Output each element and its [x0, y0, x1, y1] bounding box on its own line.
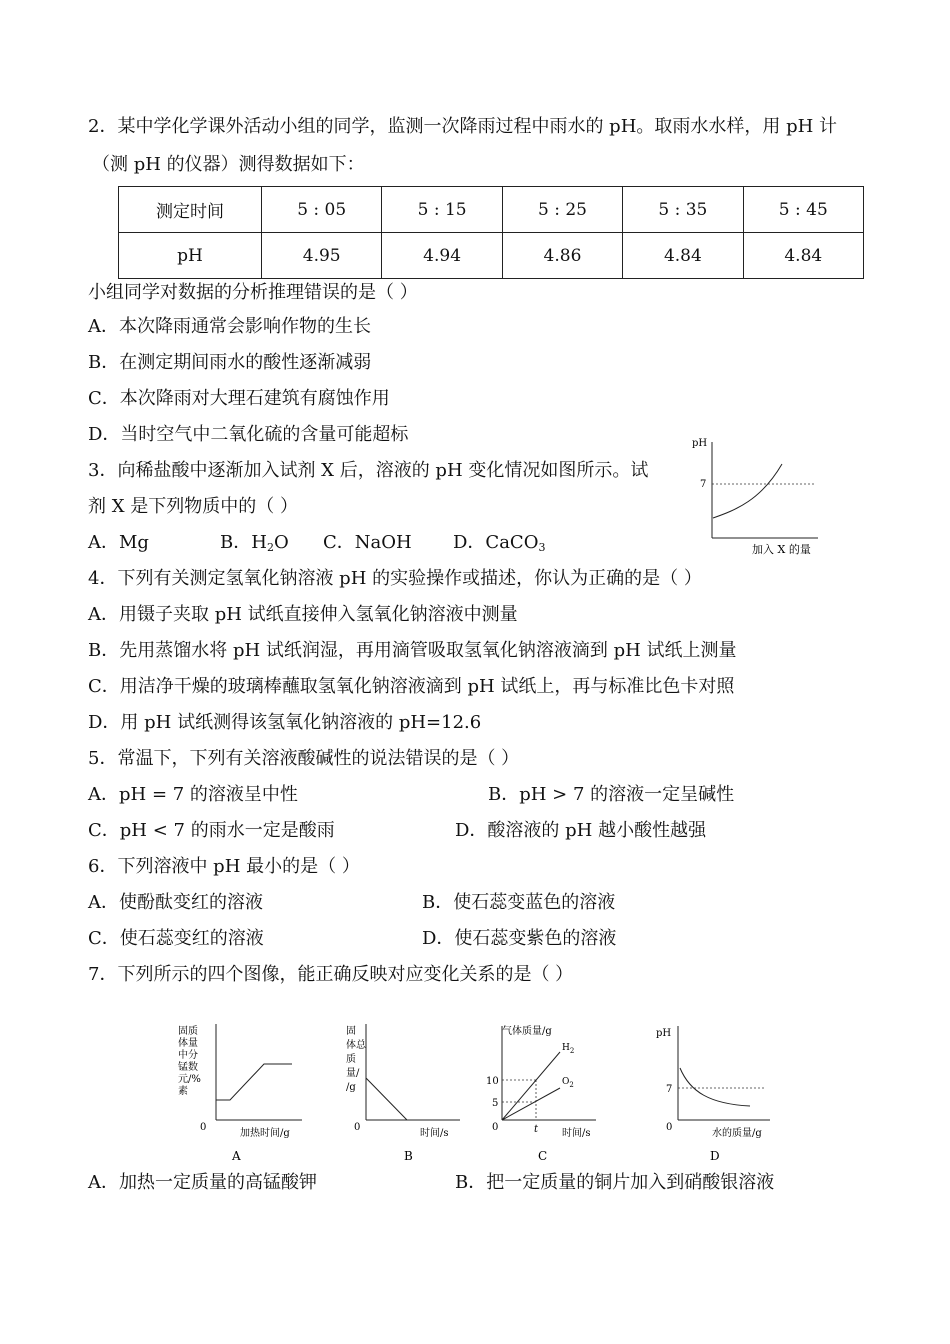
y-label-line: 质 — [346, 1054, 356, 1065]
q2-option-d: D．当时空气中二氧化硫的含量可能超标 — [88, 424, 409, 445]
q2-stem-line1: 2．某中学化学课外活动小组的同学，监测一次降雨过程中雨水的 pH。取雨水水样，用 pH 计 — [88, 116, 838, 137]
x-axis-label: 加热时间/g — [240, 1128, 290, 1139]
graph-caption: A — [232, 1149, 241, 1163]
y-label-line: 固质 — [178, 1026, 198, 1037]
q4-option-c: C．用洁净干燥的玻璃棒蘸取氢氧化钠溶液滴到 pH 试纸上，再与标准比色卡对照 — [88, 676, 735, 697]
q6-option-a: A．使酚酞变红的溶液 — [88, 892, 263, 913]
q5-option-c: C．pH < 7 的雨水一定是酸雨 — [88, 820, 335, 841]
q2-option-b: B．在测定期间雨水的酸性逐渐减弱 — [88, 352, 372, 373]
x-axis-label: 加入 X 的量 — [752, 543, 811, 556]
table-cell: 4.95 — [262, 233, 382, 279]
table-cell: 5 : 25 — [502, 187, 622, 233]
graph-caption: B — [404, 1149, 413, 1163]
origin-label: 0 — [200, 1122, 207, 1133]
y-axis-label: pH — [656, 1028, 672, 1039]
q4-stem: 4．下列有关测定氢氧化钠溶液 pH 的实验操作或描述，你认为正确的是（ ） — [88, 568, 702, 589]
y-label-line: 中分 — [178, 1050, 198, 1061]
q7-graph-d — [650, 1022, 785, 1167]
tick-5: 5 — [492, 1098, 499, 1109]
ph7-tick: 7 — [666, 1084, 673, 1095]
q7-option-a: A．加热一定质量的高锰酸钾 — [88, 1172, 317, 1193]
table-cell: pH — [119, 233, 262, 279]
q2-stem-line2: （测 pH 的仪器）测得数据如下： — [92, 154, 365, 175]
table-cell: 5 : 15 — [382, 187, 502, 233]
graph-caption: C — [538, 1149, 548, 1163]
table-cell: 5 : 05 — [262, 187, 382, 233]
total-mass-line — [366, 1078, 407, 1120]
table-cell: 4.94 — [382, 233, 502, 279]
q5-option-b: B．pH > 7 的溶液一定呈碱性 — [488, 784, 735, 805]
table-cell: 4.84 — [743, 233, 863, 279]
q6-option-c: C．使石蕊变红的溶液 — [88, 928, 264, 949]
origin-label: 0 — [354, 1122, 361, 1133]
t-label: t — [534, 1124, 539, 1135]
x-axis-label: 时间/s — [420, 1128, 449, 1139]
q5-stem: 5．常温下，下列有关溶液酸碱性的说法错误的是（ ） — [88, 748, 520, 769]
y-label-line: 体量 — [178, 1038, 198, 1049]
q5-option-d: D．酸溶液的 pH 越小酸性越强 — [455, 820, 707, 841]
o2-label: $O_2$ — [562, 1077, 574, 1089]
ph-curve — [713, 464, 782, 518]
table-cell: 5 : 35 — [623, 187, 743, 233]
q4-option-a: A．用镊子夹取 pH 试纸直接伸入氢氧化钠溶液中测量 — [88, 604, 518, 625]
h2-line — [502, 1052, 560, 1120]
q4-option-b: B．先用蒸馏水将 pH 试纸润湿，再用滴管吸取氢氧化钠溶液滴到 pH 试纸上测量 — [88, 640, 737, 661]
origin-label: 0 — [666, 1122, 673, 1133]
q5-option-a: A．pH = 7 的溶液呈中性 — [88, 784, 298, 805]
y-axis-label: pH — [692, 438, 708, 449]
table-row — [119, 233, 864, 279]
ph-dilution-curve — [680, 1068, 750, 1106]
q2-option-c: C．本次降雨对大理石建筑有腐蚀作用 — [88, 388, 390, 409]
q6-option-d: D．使石蕊变紫色的溶液 — [422, 928, 617, 949]
y-label-line: 锰数 — [178, 1062, 198, 1073]
q7-option-b: B．把一定质量的铜片加入到硝酸银溶液 — [455, 1172, 775, 1193]
o2-line — [502, 1088, 560, 1120]
q2-option-a: A．本次降雨通常会影响作物的生长 — [88, 316, 371, 337]
q4-option-d: D．用 pH 试纸测得该氢氧化钠溶液的 pH=12.6 — [88, 712, 482, 733]
q6-stem: 6．下列溶液中 pH 最小的是（ ） — [88, 856, 360, 877]
h2-label: $H_2$ — [562, 1043, 575, 1055]
y-label-line: 素 — [178, 1086, 188, 1097]
graph-caption: D — [710, 1149, 720, 1163]
q7-stem: 7．下列所示的四个图像，能正确反映对应变化关系的是（ ） — [88, 964, 574, 985]
ph7-tick: 7 — [700, 479, 707, 490]
y-label-line: 量/ — [346, 1068, 360, 1079]
q6-option-b: B．使石蕊变蓝色的溶液 — [422, 892, 616, 913]
table-cell: 5 : 45 — [743, 187, 863, 233]
q7-graph-a — [170, 1022, 310, 1167]
x-axis-label: 时间/s — [562, 1128, 591, 1139]
ph-data-table — [118, 186, 864, 279]
q7-graph-b — [340, 1022, 470, 1167]
table-cell: 测定时间 — [119, 187, 262, 233]
x-axis-label: 水的质量/g — [712, 1128, 762, 1139]
q3-option-b: B．$H_2O$ — [220, 532, 289, 554]
y-label-line: 体总 — [346, 1040, 366, 1051]
y-label-line: 固 — [346, 1026, 356, 1037]
tick-10: 10 — [486, 1076, 499, 1087]
origin-label: 0 — [492, 1122, 499, 1133]
q3-stem-line1: 3．向稀盐酸中逐渐加入试剂 X 后，溶液的 pH 变化情况如图所示。试 — [88, 460, 649, 481]
q3-option-a: A．Mg — [88, 532, 149, 553]
table-cell: 4.86 — [502, 233, 622, 279]
q3-option-d: D．CaCO$_3$ — [453, 532, 546, 554]
q3-stem-line2: 剂 X 是下列物质中的（ ） — [88, 496, 298, 517]
q3-ph-graph — [686, 432, 836, 562]
q3-option-c: C．NaOH — [323, 532, 412, 553]
q7-graph-c — [478, 1022, 613, 1167]
table-cell: 4.84 — [623, 233, 743, 279]
y-axis-label: 气体质量/g — [502, 1026, 552, 1037]
y-label-line: /g — [346, 1082, 356, 1093]
manganese-curve — [216, 1064, 292, 1100]
table-row — [119, 187, 864, 233]
y-label-line: 元/% — [178, 1074, 201, 1085]
q2-prompt: 小组同学对数据的分析推理错误的是（ ） — [88, 282, 418, 303]
